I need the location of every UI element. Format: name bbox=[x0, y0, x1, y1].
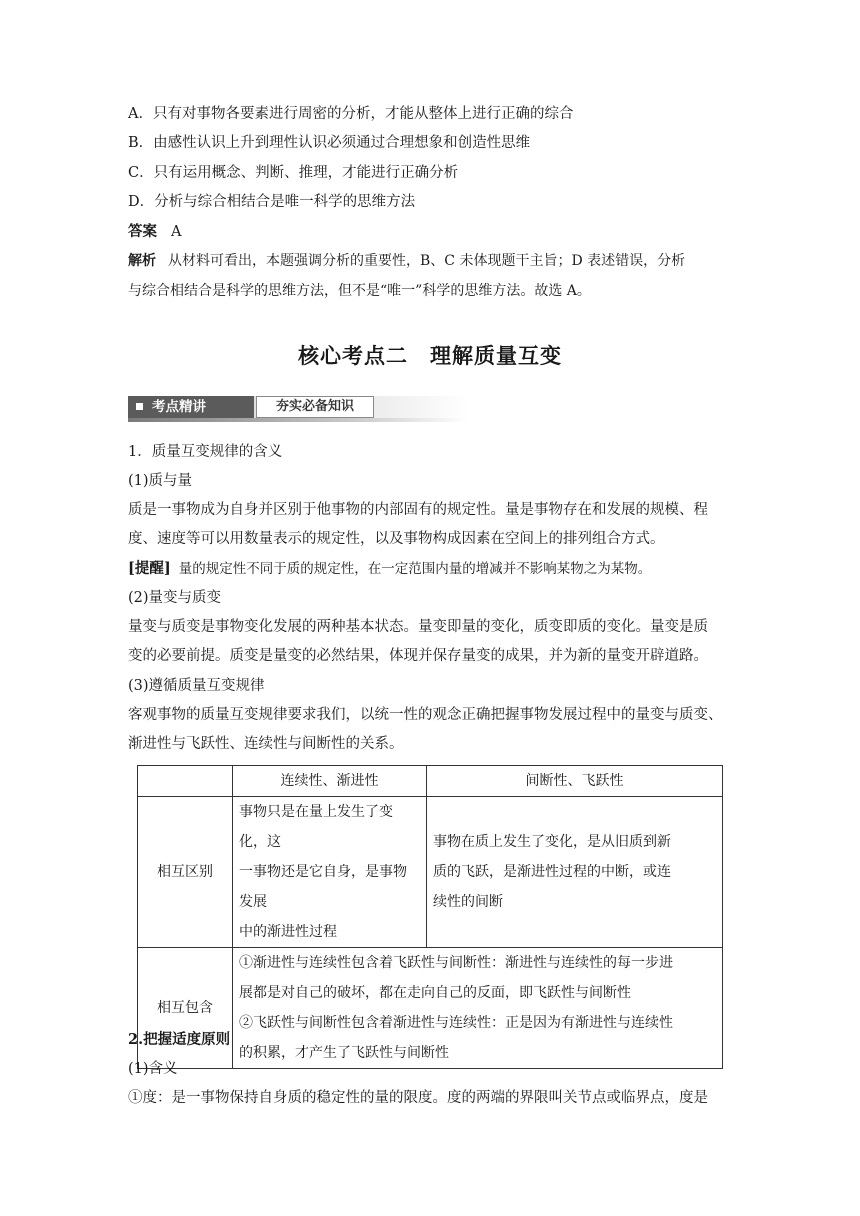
analysis-line-1 bbox=[128, 251, 685, 271]
banner-underline bbox=[128, 418, 468, 422]
cell-line: 事物在质上发生了变化，是从旧质到新 bbox=[433, 834, 671, 850]
heading-2: 2.把握适度原则 bbox=[128, 1031, 231, 1048]
paragraph-2-line-1: 量变与质变是事物变化发展的两种基本状态。量变即量的变化，质变即质的变化。量变是质 bbox=[128, 619, 708, 635]
paragraph-1-line-2: 度、速度等可以用数量表示的规定性，以及事物构成因素在空间上的排列组合方式。 bbox=[128, 531, 665, 547]
subheading-change: (2)量变与质变 bbox=[128, 590, 222, 606]
subheading-meaning: (1)含义 bbox=[128, 1061, 178, 1077]
table-cell bbox=[233, 948, 723, 1069]
banner-dark-label: 考点精讲 bbox=[152, 399, 206, 415]
option-a: A．只有对事物各要素进行周密的分析，才能从整体上进行正确的综合 bbox=[128, 106, 574, 122]
banner-light-tab: 夯实必备知识 bbox=[256, 396, 374, 418]
analysis-line-2: 与综合相结合是科学的思维方法，但不是“唯一”科学的思维方法。故选 A。 bbox=[128, 283, 591, 299]
option-b: B．由感性认识上升到理性认识必须通过合理想象和创造性思维 bbox=[128, 135, 531, 151]
tip-label: [提醒] bbox=[128, 560, 171, 577]
option-d: D．分析与综合相结合是唯一科学的思维方法 bbox=[128, 194, 416, 210]
cell-line: 质的飞跃，是渐进性过程的中断，或连 bbox=[433, 864, 671, 880]
option-c: C．只有运用概念、判断、推理，才能进行正确分析 bbox=[128, 165, 459, 181]
table-row-label: 相互包含 bbox=[138, 948, 233, 1069]
answer-value: A bbox=[171, 224, 182, 240]
section-banner bbox=[128, 396, 468, 422]
banner-dark-tab bbox=[128, 396, 254, 418]
paragraph-4-line-1: ①度：是一事物保持自身质的稳定性的量的限度。度的两端的界限叫关节点或临界点，度是 bbox=[128, 1090, 708, 1106]
comparison-table bbox=[137, 765, 723, 1069]
cell-line: 一事物还是它自身，是事物发展 bbox=[239, 864, 407, 910]
analysis-label: 解析 bbox=[128, 253, 156, 269]
table-header-cell bbox=[138, 766, 233, 797]
cell-line: 的积累，才产生了飞跃性与间断性 bbox=[239, 1045, 449, 1061]
subheading-quality-quantity: (1)质与量 bbox=[128, 473, 193, 489]
table-cell bbox=[427, 797, 723, 948]
paragraph-1-line-1: 质是一事物成为自身并区别于他事物的内部固有的规定性。量是事物存在和发展的规模、程 bbox=[128, 502, 708, 518]
table-header-row bbox=[138, 766, 723, 797]
cell-line: 续性的间断 bbox=[433, 894, 503, 910]
analysis-text-1: 从材料可看出，本题强调分析的重要性，B、C 未体现题干主旨；D 表述错误，分析 bbox=[168, 253, 686, 269]
square-icon bbox=[136, 403, 143, 410]
table-row-label: 相互区别 bbox=[138, 797, 233, 948]
cell-line: ①渐进性与连续性包含着飞跃性与间断性：渐进性与连续性的每一步进 bbox=[239, 955, 673, 971]
table-row bbox=[138, 948, 723, 1069]
subheading-law: (3)遵循质量互变规律 bbox=[128, 678, 265, 694]
heading-1: 1．质量互变规律的含义 bbox=[128, 444, 283, 460]
table-header-cell: 间断性、飞跃性 bbox=[427, 766, 723, 797]
paragraph-2-line-2: 变的必要前提。质变是量变的必然结果，体现并保存量变的成果，并为新的量变开辟道路。 bbox=[128, 648, 708, 664]
section-title: 核心考点二 理解质量互变 bbox=[298, 344, 562, 368]
table-row bbox=[138, 797, 723, 948]
answer-line bbox=[128, 222, 181, 242]
cell-line: 中的渐进性过程 bbox=[239, 924, 337, 940]
table-header-cell: 连续性、渐进性 bbox=[233, 766, 427, 797]
cell-line: 展都是对自己的破坏，都在走向自己的反面，即飞跃性与间断性 bbox=[239, 985, 631, 1001]
paragraph-3-line-1: 客观事物的质量互变规律要求我们，以统一性的观念正确把握事物发展过程中的量变与质变、 bbox=[128, 707, 723, 723]
cell-line: 事物只是在量上发生了变化，这 bbox=[239, 804, 393, 850]
paragraph-3-line-2: 渐进性与飞跃性、连续性与间断性的关系。 bbox=[128, 736, 404, 752]
answer-label: 答案 bbox=[128, 223, 157, 240]
tip-text: 量的规定性不同于质的规定性，在一定范围内量的增减并不影响某物之为某物。 bbox=[178, 561, 652, 577]
tip-line bbox=[128, 559, 651, 579]
cell-line: ②飞跃性与间断性包含着渐进性与连续性：正是因为有渐进性与连续性 bbox=[239, 1015, 673, 1031]
table-cell bbox=[233, 797, 427, 948]
